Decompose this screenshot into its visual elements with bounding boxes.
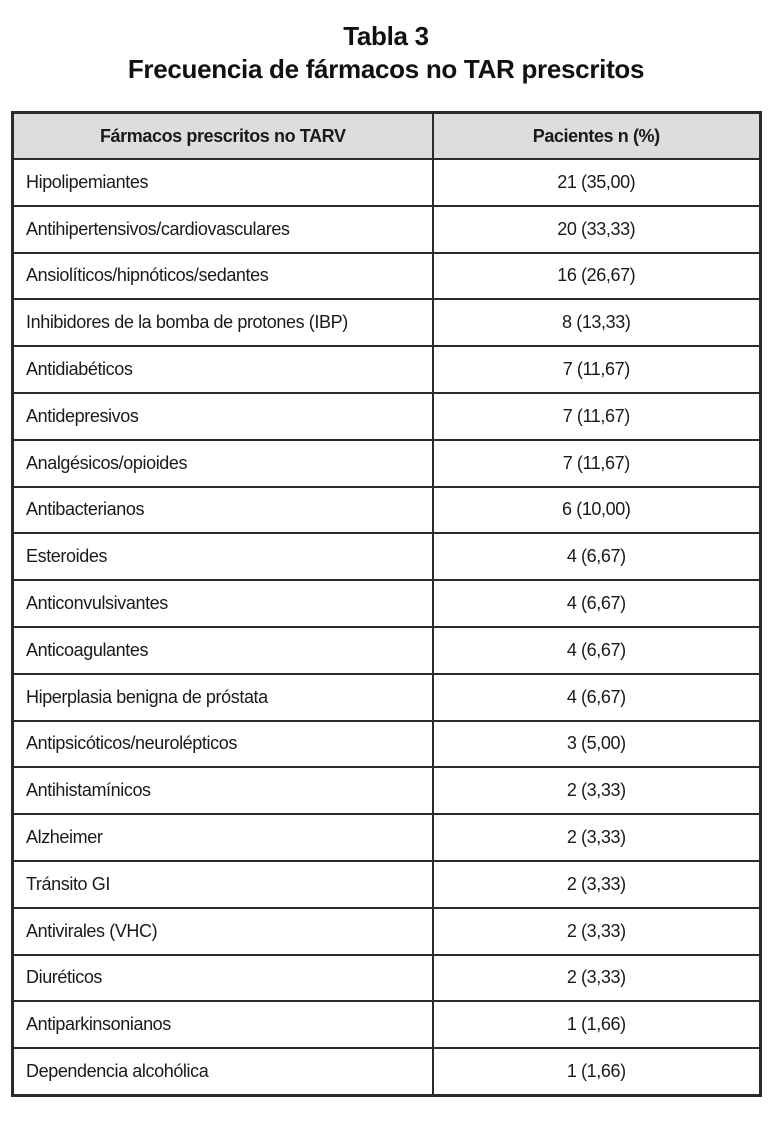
table-row — [13, 627, 761, 674]
table-row — [13, 814, 761, 861]
drug-class-cell: Analgésicos/opioides — [13, 440, 433, 487]
table-row — [13, 487, 761, 534]
patients-cell: 2 (3,33) — [433, 767, 761, 814]
table-row — [13, 1048, 761, 1095]
table-row — [13, 580, 761, 627]
patients-cell: 8 (13,33) — [433, 299, 761, 346]
drug-class-cell: Antiparkinsonianos — [13, 1001, 433, 1048]
patients-cell: 4 (6,67) — [433, 580, 761, 627]
header-row — [13, 113, 761, 160]
patients-cell: 7 (11,67) — [433, 440, 761, 487]
table-row — [13, 393, 761, 440]
drug-class-cell: Anticonvulsivantes — [13, 580, 433, 627]
table-number: Tabla 3 — [343, 21, 429, 51]
table-body — [13, 159, 761, 1095]
drug-class-cell: Inhibidores de la bomba de protones (IBP) — [13, 299, 433, 346]
drug-class-cell: Antihistamínicos — [13, 767, 433, 814]
header-patients: Pacientes n (%) — [433, 113, 761, 160]
table-row — [13, 861, 761, 908]
patients-cell: 16 (26,67) — [433, 253, 761, 300]
table-row — [13, 674, 761, 721]
patients-cell: 2 (3,33) — [433, 908, 761, 955]
patients-cell: 2 (3,33) — [433, 814, 761, 861]
patients-cell: 20 (33,33) — [433, 206, 761, 253]
patients-cell: 2 (3,33) — [433, 955, 761, 1002]
table-row — [13, 206, 761, 253]
table-caption: Frecuencia de fármacos no TAR prescritos — [127, 54, 645, 84]
drug-class-cell: Anticoagulantes — [13, 627, 433, 674]
table-row — [13, 955, 761, 1002]
table-row — [13, 721, 761, 768]
patients-cell: 1 (1,66) — [433, 1001, 761, 1048]
patients-cell: 6 (10,00) — [433, 487, 761, 534]
table-row — [13, 1001, 761, 1048]
table-row — [13, 159, 761, 206]
patients-cell: 4 (6,67) — [433, 533, 761, 580]
table-row — [13, 253, 761, 300]
drug-class-cell: Diuréticos — [13, 955, 433, 1002]
table-row — [13, 908, 761, 955]
drug-class-cell: Esteroides — [13, 533, 433, 580]
drug-class-cell: Antidepresivos — [13, 393, 433, 440]
drug-class-cell: Ansiolíticos/hipnóticos/sedantes — [13, 253, 433, 300]
patients-cell: 21 (35,00) — [433, 159, 761, 206]
drug-class-cell: Antibacterianos — [13, 487, 433, 534]
table-title — [0, 20, 772, 86]
table-row — [13, 533, 761, 580]
table-row — [13, 346, 761, 393]
table-row — [13, 440, 761, 487]
patients-cell: 3 (5,00) — [433, 721, 761, 768]
drug-class-cell: Tránsito GI — [13, 861, 433, 908]
drug-class-cell: Antipsicóticos/neurolépticos — [13, 721, 433, 768]
drug-class-cell: Antihipertensivos/cardiovasculares — [13, 206, 433, 253]
drug-class-cell: Antivirales (VHC) — [13, 908, 433, 955]
patients-cell: 4 (6,67) — [433, 674, 761, 721]
drug-frequency-table — [11, 111, 762, 1097]
patients-cell: 4 (6,67) — [433, 627, 761, 674]
drug-class-cell: Dependencia alcohólica — [13, 1048, 433, 1095]
patients-cell: 2 (3,33) — [433, 861, 761, 908]
patients-cell: 7 (11,67) — [433, 393, 761, 440]
table-header — [13, 113, 761, 160]
table-row — [13, 299, 761, 346]
patients-cell: 7 (11,67) — [433, 346, 761, 393]
drug-class-cell: Hiperplasia benigna de próstata — [13, 674, 433, 721]
drug-class-cell: Hipolipemiantes — [13, 159, 433, 206]
drug-class-cell: Antidiabéticos — [13, 346, 433, 393]
drug-class-cell: Alzheimer — [13, 814, 433, 861]
table-row — [13, 767, 761, 814]
header-drugs: Fármacos prescritos no TARV — [13, 113, 433, 160]
patients-cell: 1 (1,66) — [433, 1048, 761, 1095]
